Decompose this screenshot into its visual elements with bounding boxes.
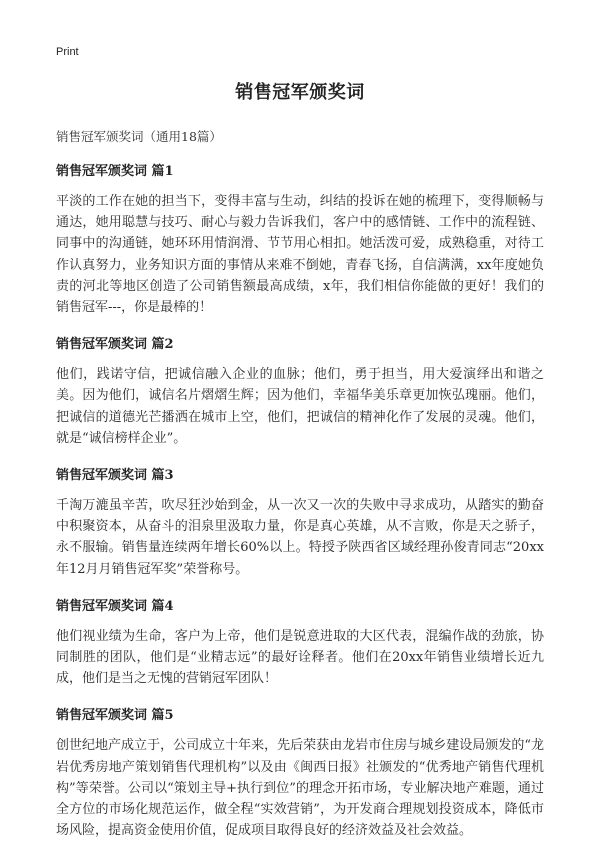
section-body: 创世纪地产成立于，公司成立十年来，先后荣获由龙岩市住房与城乡建设局颁发的“龙岩优秀房地产策划销售代理机构”以及由《闽西日报》社颁发的“优秀地产销售代理机构”等荣誉。公司以“策划主导+执行到位”的理念开拓市场，专业解决地产难题，通过全方位的市场化规范运作，做全程“实效营销”，为开发商合理规划投资成本，降低市场风险，提高资金使用价值，促成项目取得良好的经济效益及社会效益。 [56, 738, 544, 839]
print-link[interactable]: Print [56, 46, 79, 58]
section-body: 千淘万漉虽辛苦，吹尽狂沙始到金，从一次又一次的失败中寻求成功，从踏实的勤奋中积聚资本，从奋斗的泪泉里汲取力量，你是真心英雄，从不言败，你是天之骄子，永不服输。销售量连续两年增长60%以上。特授予陕西省区域经理孙俊青同志“20xx年12月月销售冠军奖”荣誉称号。 [56, 498, 544, 577]
section-1 [56, 160, 544, 318]
section-heading: 销售冠军颁奖词 篇5 [56, 708, 174, 724]
section-heading: 销售冠军颁奖词 篇2 [56, 337, 174, 353]
section-heading: 销售冠军颁奖词 篇4 [56, 598, 174, 614]
document-subtitle: 销售冠军颁奖词（通用18篇） [56, 129, 222, 144]
section-4 [56, 595, 544, 690]
section-body: 平淡的工作在她的担当下，变得丰富与生动，纠结的投诉在她的梳理下，变得顺畅与通达，她用聪慧与技巧、耐心与毅力告诉我们，客户中的感情链、工作中的流程链、同事中的沟通链，她环环用情润滑、节节用心相扣。她活泼可爱，成熟稳重，对待工作认真努力，业务知识方面的事情从来难不倒她，青春飞扬，自信满满，xx年度她负责的河北等地区创造了公司销售额最高成绩，x年，我们相信你能做的更好！我们的销售冠军---，你是最棒的！ [56, 194, 544, 316]
section-5 [56, 704, 544, 841]
section-body: 他们视业绩为生命，客户为上帝，他们是锐意进取的大区代表，混编作战的劲旅，协同制胜的团队，他们是“业精志远”的最好诠释者。他们在20xx年销售业绩增长近九成，他们是当之无愧的营销冠军团队！ [56, 628, 544, 687]
section-heading: 销售冠军颁奖词 篇1 [56, 164, 174, 179]
section-3 [56, 464, 544, 580]
section-2 [56, 333, 544, 449]
document-title: 销售冠军颁奖词 [235, 82, 365, 103]
section-heading: 销售冠军颁奖词 篇3 [56, 468, 174, 484]
section-body: 他们，践诺守信，把诚信融入企业的血脉；他们，勇于担当，用大爱演绎出和谐之美。因为他们，诚信名片熠熠生辉；因为他们，幸福华美乐章更加恢弘瑰丽。他们，把诚信的道德光芒播洒在城市上空，他们，把诚信的精神化作了发展的灵魂。他们，就是“诚信榜样企业”。 [56, 367, 544, 446]
